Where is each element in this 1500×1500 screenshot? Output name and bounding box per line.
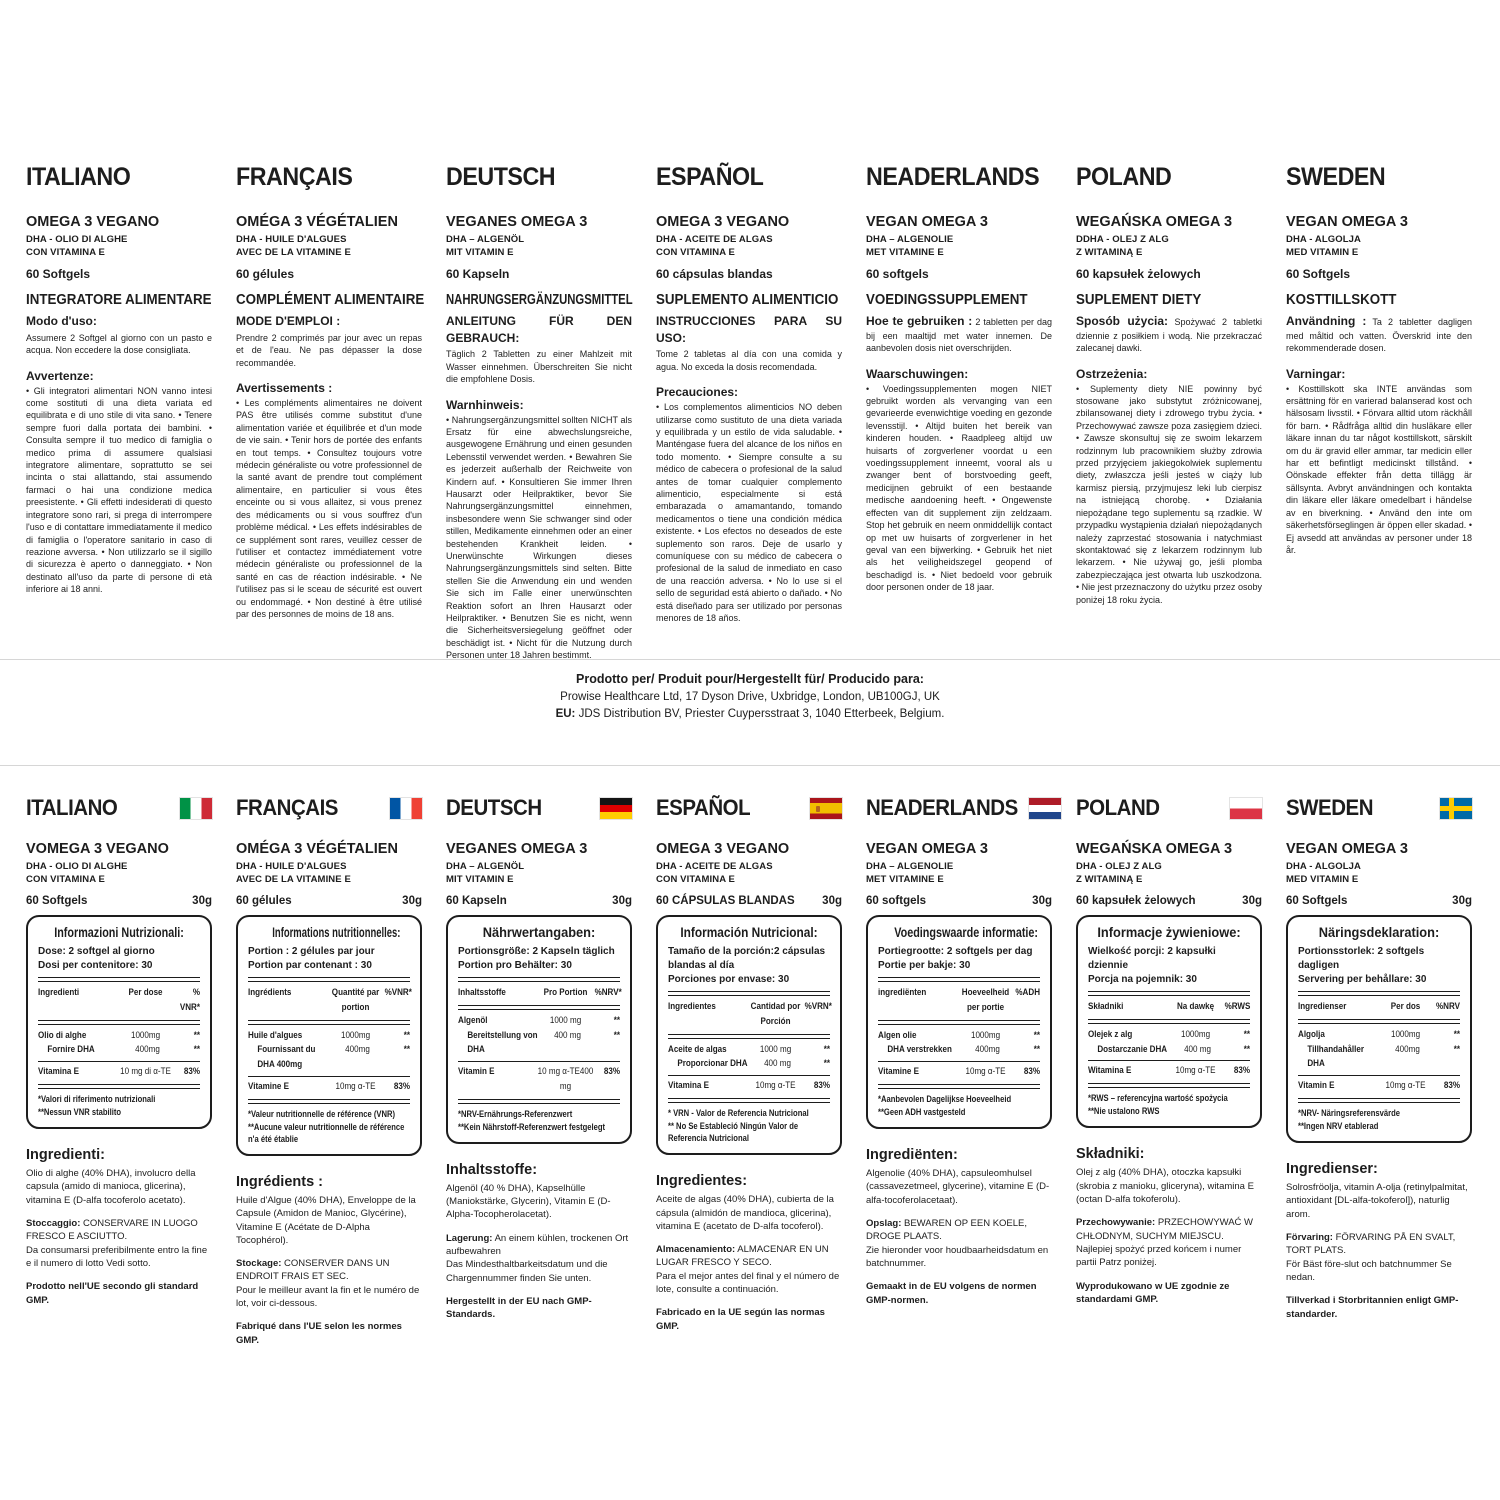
top-column-italiano — [26, 163, 236, 662]
gmp-statement: Fabricado en la UE según las normas GMP. — [656, 1307, 825, 1332]
warnings-heading: Varningar: — [1286, 366, 1346, 381]
count-weight-row — [446, 895, 632, 907]
footnote: *RWS – referencyjna wartość spożycia — [1088, 1093, 1228, 1104]
language-header — [656, 795, 842, 821]
serving-size: Dose: 2 softgel al giorno — [38, 946, 155, 958]
divider — [458, 977, 620, 982]
usage-directions — [656, 313, 842, 373]
divider — [668, 1075, 830, 1076]
product-subtitle: DHA - ACEITE DE ALGAS — [656, 860, 773, 872]
divider — [38, 977, 200, 982]
bottom-column-poland — [1076, 795, 1286, 1357]
nutrition-facts-box — [1286, 915, 1472, 1143]
nutrition-title: Información Nutricional: — [680, 925, 818, 941]
language-header — [446, 795, 632, 821]
usage-directions — [236, 313, 422, 369]
capsule-count: 60 cápsulas blandas — [656, 267, 773, 282]
nutrition-row: Algolja 1000mg ** — [1298, 1028, 1461, 1040]
footnote: **Nessun VNR stabilito — [38, 1107, 122, 1117]
bottom-column-nederlands — [866, 795, 1076, 1357]
nutrition-row: Algenöl 1000 mg ** — [458, 1014, 621, 1026]
bottom-column-francais — [236, 795, 446, 1357]
divider — [668, 1034, 830, 1039]
nutrition-facts-box — [446, 915, 632, 1144]
gmp-statement: Prodotto nell'UE secondo gli standard GMP. — [26, 1281, 199, 1306]
ingredients-text: Algenöl (40 % DHA), Kapselhülle (Maniokstärke, Glycerin), Vitamin E (D-Alpha-Tocopherolacetat). — [446, 1182, 611, 1221]
supplement-type: SUPLEMENTO ALIMENTICIO — [656, 292, 839, 309]
supplement-type: INTEGRATORE ALIMENTARE — [26, 292, 212, 309]
capsule-count: 60 Softgels — [1286, 267, 1351, 282]
capsule-count: 60 gélules — [236, 267, 295, 282]
top-column-sweden — [1286, 163, 1496, 662]
top-section — [0, 163, 1500, 662]
nutrition-table-header: Ingredienti Per dose % VNR* — [38, 987, 201, 1013]
nutrition-row: Algen olie 1000mg ** — [878, 1029, 1041, 1041]
usage-text: Assumere 2 Softgel al giorno con un pasto e acqua. Non eccedere la dose consigliata. — [26, 332, 212, 356]
nutrition-row: Olio di alghe 1000mg ** — [38, 1029, 201, 1041]
nutrition-facts-box — [1076, 915, 1262, 1128]
product-name: VEGAN OMEGA 3 — [866, 214, 988, 230]
product-name: VEGAN OMEGA 3 — [866, 841, 988, 857]
language-header — [1286, 795, 1472, 821]
nutrition-facts-box — [26, 915, 212, 1129]
capsule-count: 60 softgels — [866, 895, 927, 908]
count-weight-row — [866, 895, 1052, 907]
nutrition-row: Vitamina E 10mg α-TE 83% — [668, 1080, 831, 1092]
nutrition-title: Informazioni Nutrizionali: — [54, 925, 184, 941]
france-flag-icon — [390, 798, 422, 819]
language-title: ESPAÑOL — [656, 163, 764, 191]
divider — [878, 1084, 1040, 1089]
warnings-text: • Kosttillskott ska INTE användas som ersättning för en varierad balanserad kost och hälsosam livsstil. • Förvara alltid utom räckhåll för barn. • Rådfråga alltid din husläkare eller läkare innan du tar något kosttillskott, särskilt om du är gravid eller ammar, tar medicin eller har ett befintligt medicinskt tillstånd. • Oönskade effekter från detta tillägg är sällsynta. Avbryt användningen och kontakta din läkare eller läkare omedelbart i händelse av en biverkning. • Använd den inte om säkerhetsförseglingen är öppen eller skadad. • Ej avsedd att användas av personer under 18 år. — [1286, 383, 1472, 555]
net-weight: 30g — [402, 895, 422, 908]
usage-text: Täglich 2 Tabletten zu einer Mahlzeit mit Wasser einnehmen. Überschreiten Sie nicht die empfohlene Dosis. — [446, 349, 632, 385]
count-weight-row — [656, 895, 842, 907]
servings-per-container: Porcja na pojemnik: 30 — [1088, 974, 1197, 986]
usage-heading: MODE D'EMPLOI : — [236, 314, 341, 329]
usage-heading: ANLEITUNG FÜR DEN GEBRAUCH: — [446, 314, 632, 345]
ingredients-text: Solrosfröolja, vitamin A-olja (retinylpalmitat, antioxidant [DL-alfa-tokoferol]), naturlig arom. — [1286, 1182, 1468, 1220]
nutrition-table-header: ingrediënten Hoeveelheid per portie %ADH — [878, 987, 1041, 1013]
language-title: SWEDEN — [1286, 795, 1374, 820]
footnote: *Aanbevolen Dagelijkse Hoeveelheid — [878, 1093, 1012, 1104]
servings-per-container: Porciones por envase: 30 — [668, 974, 790, 986]
ingredients-text: Aceite de algas (40% DHA), cubierta de la cápsula (almidón de mandioca, glicerina), vitamina E (acetato de D-alfa tocoferol). — [656, 1194, 834, 1232]
warnings-heading: Ostrzeżenia: — [1076, 366, 1148, 381]
eu-distributor-address: EU: JDS Distribution BV, Priester Cuypersstraat 3, 1040 Etterbeek, Belgium. — [555, 707, 945, 720]
divider — [458, 1005, 620, 1010]
language-title: SWEDEN — [1286, 163, 1386, 191]
usage-directions — [1076, 313, 1262, 354]
divider — [1088, 1019, 1250, 1024]
serving-size: Portionsgröße: 2 Kapseln täglich — [458, 946, 615, 958]
supplement-type: VOEDINGSSUPPLEMENT — [866, 292, 1028, 309]
usage-heading: Sposób użycia: — [1076, 314, 1168, 329]
sweden-flag-icon — [1440, 798, 1472, 819]
product-subtitle: DHA – ALGENÖL — [446, 233, 525, 245]
serving-size: Tamaño de la porción:2 cápsulas blandas al día — [668, 946, 826, 972]
product-subtitle: DDHA - OLEJ Z ALG — [1076, 233, 1169, 245]
supplement-type: SUPLEMENT DIETY — [1076, 292, 1202, 309]
nutrition-facts-box — [236, 915, 422, 1156]
capsule-count: 60 Softgels — [26, 895, 88, 908]
count-weight-row — [236, 895, 422, 907]
product-name: OMÉGA 3 VÉGÉTALIEN — [236, 214, 398, 230]
nutrition-row: DHA verstrekken 400mg ** — [887, 1044, 1041, 1056]
made-for-heading: Prodotto per/ Produit pour/Hergestellt für/ Producido para: — [576, 672, 924, 686]
count-weight-row — [1286, 895, 1472, 907]
product-subtitle: DHA - ALGOLJA — [1286, 860, 1362, 872]
bottom-column-deutsch — [446, 795, 656, 1357]
product-name: OMEGA 3 VEGANO — [26, 214, 160, 230]
usage-directions — [1286, 313, 1472, 354]
serving-size: Portionsstorlek: 2 softgels dagligen — [1298, 946, 1425, 972]
poland-flag-icon — [1230, 798, 1262, 819]
language-title: NEADERLANDS — [866, 163, 1040, 191]
usage-text: 2 tabletten per dag bij een maaltijd met water innemen. De aanbevolen dosis niet overschrijden. — [866, 317, 1053, 354]
language-title: NEADERLANDS — [866, 795, 1018, 820]
divider — [1088, 991, 1250, 996]
usage-directions — [26, 313, 212, 356]
capsule-count: 60 Softgels — [26, 267, 91, 282]
nutrition-row: Vitamina E 10 mg di α-TE 83% — [38, 1066, 201, 1078]
best-before-info: Da consumarsi preferibilmente entro la fine e il numero di lotto Vedi sotto. — [26, 1244, 208, 1269]
servings-per-container: Dosi per contenitore: 30 — [38, 960, 153, 972]
footnote: **Geen ADH vastgesteld — [878, 1107, 966, 1117]
product-name: VEGANES OMEGA 3 — [446, 841, 588, 857]
product-subtitle: MED VITAMIN E — [1286, 246, 1359, 258]
divider — [38, 1084, 200, 1089]
storage-info: Förvaring: FÖRVARING PÅ EN SVALT, TORT PLATS. — [1286, 1232, 1456, 1257]
product-subtitle: Z WITAMINĄ E — [1076, 246, 1143, 258]
product-subtitle: DHA - OLEJ Z ALG — [1076, 860, 1162, 872]
best-before-info: Para el mejor antes del final y el número de lote, consulte a continuación. — [656, 1270, 840, 1296]
italy-flag-icon — [180, 798, 212, 819]
net-weight: 30g — [1452, 895, 1472, 908]
warnings-heading: Avertissements : — [236, 381, 333, 396]
capsule-count: 60 Kapseln — [446, 895, 507, 908]
language-header — [866, 795, 1052, 821]
product-subtitle: DHA – ALGENÖL — [446, 860, 525, 872]
footnote: *NRV-Ernährungs-Referenzwert — [458, 1108, 573, 1119]
gmp-statement: Fabriqué dans l'UE selon les normes GMP. — [236, 1321, 402, 1346]
nutrition-row: Fornire DHA 400mg ** — [47, 1044, 201, 1056]
nutrition-table-header: Składniki Na dawkę %RWS — [1088, 1001, 1251, 1013]
servings-per-container: Portie per bakje: 30 — [878, 960, 971, 972]
language-title: POLAND — [1076, 163, 1172, 191]
ingredients-heading: Inhaltsstoffe: — [446, 1161, 538, 1178]
storage-info: Opslag: BEWAREN OP EEN KOELE, DROGE PLAATS. — [866, 1218, 1028, 1243]
ingredients-heading: Ingredientes: — [656, 1173, 748, 1190]
best-before-info: Pour le meilleur avant la fin et le numéro de lot, voir ci-dessous. — [236, 1284, 420, 1310]
footnote: *Valeur nutritionnelle de référence (VNR) — [248, 1108, 396, 1119]
warnings-text: • Suplementy diety NIE powinny być stosowane jako substytut zróżnicowanej, zbilansowanej diety i zdrowego trybu życia. • Przechowywać zawsze poza zasięgiem dzieci. • Zawsze skonsultuj się ze swoim lekarzem rodzinnym lub pracownikiem służby zdrowia przed przyjęciem jakiegokolwiek suplementu diety, zwłaszcza jeśli jesteś w ciąży lub karmisz piersią, przyjmujesz leki lub cierpisz na istniejącą chorobę. • Działania niepożądane tego suplementu są rzadkie. W przypadku wystąpienia działań niepożądanych należy zaprzestać stosowania i natychmiast skontaktować się z lekarzem rodzinnym lub lekarzem. • Nie używaj go, jeśli plomba zabezpieczająca jest otwarta lub uszkodzona. • Nie jest przeznaczony do użytku przez osoby poniżej 18 roku życia. — [1076, 383, 1262, 605]
nutrition-table-header: Inhaltsstoffe Pro Portion %NRV* — [458, 987, 622, 999]
divider — [0, 659, 1500, 660]
capsule-count: 60 kapsułek żelowych — [1076, 895, 1196, 908]
usage-text: Ta 2 tabletter dagligen med måltid och vatten. Överskrid inte den rekommenderade dosen. — [1286, 317, 1472, 354]
footnote: *Valori di riferimento nutrizionali — [38, 1093, 156, 1104]
bottom-column-sweden — [1286, 795, 1496, 1357]
product-name: OMEGA 3 VEGANO — [656, 214, 790, 230]
nutrition-title: Näringsdeklaration: — [1318, 925, 1440, 941]
best-before-info: För Bäst före-slut och batchnummer Se nedan. — [1286, 1258, 1452, 1283]
product-subtitle: MIT VITAMIN E — [446, 873, 514, 885]
gmp-statement: Tillverkad i Storbritannien enligt GMP-standarder. — [1286, 1295, 1459, 1320]
language-header — [236, 795, 422, 821]
footnote: *NRV- Näringsreferensvärde — [1298, 1107, 1401, 1118]
servings-per-container: Portion pro Behälter: 30 — [458, 960, 572, 972]
product-name: VEGAN OMEGA 3 — [1286, 841, 1408, 857]
footnote: **Kein Nährstoff-Referenzwert festgelegt — [458, 1121, 606, 1132]
divider — [248, 1020, 410, 1025]
warnings-text: • Les compléments alimentaires ne doivent PAS être utilisés comme substitut d'une alimentation variée et équilibrée et d'un mode de vie sain. • Tenir hors de portée des enfants en tout temps. • Consultez toujours votre médecin généraliste ou votre professionnel de la santé avant de prendre tout complément alimentaire, en particulier si vous êtes enceinte ou si vous allaitez, si vous prenez des médicaments ou si vous souffrez d'un problème médical. • Les effets indésirables de ce supplément sont rares, veuillez cesser de l'utiliser et contactez immédiatement votre médecin généraliste ou professionnel de la santé en cas de réaction indésirable. • Ne l'utilisez pas si le sceau de sécurité est ouvert ou endommagé. • Non destiné à être utilisé par des personnes de moins de 18 ans. — [236, 398, 422, 619]
footnote: **Nie ustalono RWS — [1088, 1106, 1160, 1117]
language-title: FRANÇAIS — [236, 163, 353, 191]
net-weight: 30g — [192, 895, 212, 908]
footnote: ** No Se Estableció Ningún Valor de Referencia Nutricional — [668, 1121, 799, 1144]
storage-info: Almacenamiento: ALMACENAR EN UN LUGAR FRESCO Y SECO. — [656, 1244, 829, 1269]
usage-heading: Användning : — [1286, 314, 1367, 329]
storage-info: Stockage: CONSERVER DANS UN ENDROIT FRAIS ET SEC. — [236, 1258, 390, 1283]
supplement-type: COMPLÉMENT ALIMENTAIRE — [236, 292, 425, 309]
product-subtitle: CON VITAMINA E — [656, 873, 735, 885]
gmp-statement: Gemaakt in de EU volgens de normen GMP-normen. — [866, 1281, 1037, 1306]
product-subtitle: DHA - HUILE D'ALGUES — [236, 860, 347, 872]
product-subtitle: DHA – ALGENOLIE — [866, 860, 954, 872]
divider — [1298, 991, 1460, 996]
nutrition-row: Vitamine E 10mg α-TE 83% — [248, 1080, 411, 1092]
ingredients-heading: Ingrédients : — [236, 1174, 324, 1190]
top-column-francais — [236, 163, 446, 662]
product-subtitle: DHA - HUILE D'ALGUES — [236, 233, 347, 245]
count-weight-row — [26, 895, 212, 907]
usage-directions — [446, 313, 632, 385]
nutrition-table-header: Ingrédients Quantité par portion %VNR* — [248, 987, 412, 1013]
gmp-statement: Hergestellt in der EU nach GMP-Standards. — [446, 1295, 592, 1321]
warnings-heading: Waarschuwingen: — [866, 366, 969, 381]
serving-size: Portion : 2 gélules par jour — [248, 946, 375, 958]
divider — [668, 991, 830, 996]
nutrition-row: Huile d'algues 1000mg ** — [248, 1029, 411, 1041]
divider — [248, 1076, 410, 1077]
product-name: OMÉGA 3 VÉGÉTALIEN — [236, 841, 398, 857]
storage-info: Lagerung: An einem kühlen, trockenen Ort aufbewahren — [446, 1232, 629, 1258]
ingredients-heading: Ingrediënten: — [866, 1147, 958, 1164]
divider — [0, 765, 1500, 766]
germany-flag-icon — [600, 798, 632, 819]
bottom-column-italiano — [26, 795, 236, 1357]
manufacturer-block — [0, 672, 1500, 722]
usage-heading: INSTRUCCIONES PARA SU USO: — [656, 314, 842, 345]
capsule-count: 60 softgels — [866, 267, 929, 282]
gmp-statement: Wyprodukowano w UE zgodnie ze standardami GMP. — [1076, 1280, 1230, 1305]
product-name: VEGANES OMEGA 3 — [446, 214, 588, 230]
divider — [1298, 1075, 1460, 1076]
ingredients-text: Huile d'Algue (40% DHA), Enveloppe de la Capsule (Amidon de Manioc, Glycérine), Vitamine E (Acétate de D-Alpha Tocophérol). — [236, 1195, 416, 1246]
nutrition-row: Tillhandahåller DHA 400mg ** — [1307, 1043, 1461, 1070]
serving-size: Portiegrootte: 2 softgels per dag — [878, 946, 1033, 958]
language-title: ESPAÑOL — [656, 795, 751, 820]
capsule-count: 60 Kapseln — [446, 267, 510, 282]
language-header — [26, 795, 212, 821]
language-title: ITALIANO — [26, 163, 131, 191]
capsule-count: 60 Softgels — [1286, 895, 1348, 908]
serving-size: Wielkość porcji: 2 kapsułki dziennie — [1088, 946, 1216, 972]
divider — [458, 1099, 620, 1104]
product-subtitle: Z WITAMINĄ E — [1076, 873, 1143, 885]
language-title: ITALIANO — [26, 795, 118, 820]
nutrition-row: Proporcionar DHA 400 mg ** — [677, 1058, 831, 1070]
net-weight: 30g — [822, 895, 842, 908]
usage-text: Tome 2 tabletas al día con una comida y agua. No exceda la dosis recomendada. — [656, 349, 842, 372]
divider — [38, 1020, 200, 1025]
servings-per-container: Servering per behållare: 30 — [1298, 974, 1427, 986]
nutrition-title: Nährwertangaben: — [482, 925, 596, 941]
product-name: VOMEGA 3 VEGANO — [26, 841, 169, 857]
warnings-text: • Voedingssupplementen mogen NIET gebruikt worden als vervanging van een gevarieerde evenwichtige voeding en gezonde levensstijl. • Altijd buiten het bereik van kinderen houden. • Raadpleeg altijd uw huisarts of zorgverlener voordat u een voedingssupplement inneemt, vooral als u zwanger bent of borstvoeding geeft, medicijnen gebruikt of een bestaande medische aandoening heeft. • Ongewenste effecten van dit supplement zijn zeldzaam. Stop het gebruik en neem onmiddellijk contact op met uw huisarts of zorgverlener in het geval van een bijwerking. • Gebruik het niet als het veiligheidszegel geopend of beschadigd is. • Niet bedoeld voor gebruik door personen onder de 18 jaar. — [866, 383, 1052, 593]
best-before-info: Das Mindesthaltbarkeitsdatum und die Chargennummer finden Sie unten. — [446, 1259, 608, 1284]
top-column-nederlands — [866, 163, 1076, 662]
product-subtitle: MED VITAMIN E — [1286, 873, 1359, 885]
divider — [1298, 1019, 1460, 1024]
usage-heading: Modo d'uso: — [26, 314, 97, 329]
product-subtitle: MET VITAMINE E — [866, 246, 944, 258]
nutrition-row: Vitamin E 10mg α-TE 83% — [1298, 1080, 1461, 1092]
nutrition-row: Aceite de algas 1000 mg ** — [668, 1043, 831, 1055]
nutrition-table-header: Ingredienser Per dos %NRV — [1298, 1001, 1461, 1013]
ingredients-heading: Ingredienti: — [26, 1147, 105, 1164]
netherlands-flag-icon — [1029, 798, 1061, 819]
usage-text: Prendre 2 comprimés par jour avec un repas et de l'eau. Ne pas dépasser la dose recommandée. — [236, 332, 422, 368]
eu-label: EU: — [555, 707, 576, 720]
nutrition-row: Dostarczanie DHA 400 mg ** — [1097, 1043, 1251, 1055]
storage-info: Stoccaggio: CONSERVARE IN LUOGO FRESCO E ASCIUTTO. — [26, 1218, 198, 1243]
language-title: POLAND — [1076, 795, 1160, 820]
product-subtitle: AVEC DE LA VITAMINE E — [236, 246, 351, 258]
product-subtitle: DHA - ACEITE DE ALGAS — [656, 233, 773, 245]
divider — [248, 1099, 410, 1104]
nutrition-table-header: Ingredientes Cantidad por Porción %VRN* — [668, 1001, 832, 1027]
divider — [1088, 1060, 1250, 1061]
warnings-heading: Precauciones: — [656, 385, 739, 400]
nutrition-row: Olejek z alg 1000mg ** — [1088, 1028, 1251, 1040]
usage-heading: Hoe te gebruiken : — [866, 314, 973, 329]
top-column-espanol — [656, 163, 866, 662]
warnings-heading: Avvertenze: — [26, 368, 94, 383]
product-subtitle: AVEC DE LA VITAMINE E — [236, 873, 351, 885]
language-title: DEUTSCH — [446, 163, 556, 191]
nutrition-title: Voedingswaarde informatie: — [894, 925, 1039, 941]
product-name: OMEGA 3 VEGANO — [656, 841, 790, 857]
product-subtitle: CON VITAMINA E — [656, 246, 735, 258]
product-subtitle: DHA - OLIO DI ALGHE — [26, 860, 128, 872]
bottom-column-espanol — [656, 795, 866, 1357]
product-subtitle: CON VITAMINA E — [26, 873, 105, 885]
product-subtitle: DHA - ALGOLJA — [1286, 233, 1362, 245]
top-column-deutsch — [446, 163, 656, 662]
nutrition-row: Bereitstellung von DHA 400 mg ** — [467, 1029, 621, 1056]
divider — [1298, 1098, 1460, 1103]
language-title: DEUTSCH — [446, 795, 542, 820]
warnings-text: • Los complementos alimenticios NO deben utilizarse como sustituto de una dieta variada y equilibrada y un estilo de vida saludable. • Manténgase fuera del alcance de los niños en todo momento. • Siempre consulte a su médico de cabecera o profesional de la salud antes de tomar cualquier complemento alimenticio, especialmente si está embarazada o amamantando, tomando medicamentos o tiene una condición médica existente. • Los efectos no deseados de este suplemento son raros. Deje de usarlo y comuníquese con su médico de cabecera o profesional de la salud de inmediato en caso de una reacción adversa. • No lo use si el sello de seguridad está abierto o dañado. • No está diseñado para ser utilizado por personas menores de 18 años. — [656, 402, 842, 624]
nutrition-row: Vitamin E 10 mg α-TE400 mg 83% — [458, 1066, 621, 1092]
ingredients-text: Olej z alg (40% DHA), otoczka kapsułki (skrobia z manioku, gliceryna), witamina E (octan D-alfa tokoferolu). — [1076, 1167, 1254, 1206]
footnote: * VRN - Valor de Referencia Nutricional — [668, 1107, 809, 1118]
supplement-type: NAHRUNGSERGÄNZUNGSMITTEL — [446, 292, 633, 309]
nutrition-title: Informacje żywieniowe: — [1097, 925, 1241, 941]
top-column-poland — [1076, 163, 1286, 662]
nutrition-title: Informations nutritionnelles: — [272, 925, 401, 941]
footnote: **Ingen NRV etablerad — [1298, 1121, 1379, 1131]
product-subtitle: MET VITAMINE E — [866, 873, 944, 885]
ingredients-heading: Ingredienser: — [1286, 1161, 1378, 1178]
spain-flag-icon — [810, 798, 842, 819]
product-subtitle: DHA – ALGENOLIE — [866, 233, 954, 245]
product-subtitle: MIT VITAMIN E — [446, 246, 514, 258]
ingredients-heading: Składniki: — [1076, 1146, 1145, 1163]
product-name: VEGAN OMEGA 3 — [1286, 214, 1408, 230]
supplement-type: KOSTTILLSKOTT — [1286, 292, 1397, 309]
net-weight: 30g — [1242, 895, 1262, 908]
nutrition-facts-box — [866, 915, 1052, 1129]
nutrition-row: Witamina E 10mg α-TE 83% — [1088, 1065, 1251, 1077]
divider — [1088, 1083, 1250, 1088]
language-header — [1076, 795, 1262, 821]
divider — [878, 1020, 1040, 1025]
nutrition-facts-box — [656, 915, 842, 1155]
usage-directions — [866, 313, 1052, 354]
product-name: WEGAŃSKA OMEGA 3 — [1076, 841, 1233, 857]
ingredients-text: Algenolie (40% DHA), capsuleomhulsel (cassavezetmeel, glycerine), vitamine E (D-alfa-tocoferolacetaat). — [866, 1168, 1050, 1206]
divider — [458, 1061, 620, 1062]
footnote: **Aucune valeur nutritionnelle de référence n'a été établie — [248, 1121, 405, 1144]
bottom-section — [0, 795, 1500, 1357]
usage-text: Spożywać 2 tabletki dziennie z posiłkiem i wodą. Nie przekraczać zalecanej dawki. — [1076, 317, 1262, 354]
capsule-count: 60 kapsułek żelowych — [1076, 267, 1201, 282]
ingredients-text: Olio di alghe (40% DHA), involucro della capsula (amido di manioca, glicerina), vitamina E (D-alfa tocoferolo acetato). — [26, 1168, 196, 1206]
product-subtitle: CON VITAMINA E — [26, 246, 105, 258]
language-title: FRANÇAIS — [236, 795, 338, 820]
capsule-count: 60 gélules — [236, 895, 292, 908]
best-before-info: Zie hieronder voor houdbaarheidsdatum en batchnummer. — [866, 1244, 1049, 1269]
product-subtitle: DHA - OLIO DI ALGHE — [26, 233, 128, 245]
divider — [668, 1098, 830, 1103]
servings-per-container: Portion par contenant : 30 — [248, 960, 372, 972]
warnings-text: • Nahrungsergänzungsmittel sollten NICHT als Ersatz für eine abwechslungsreiche, ausgewogene Ernährung und einen gesunden Lebensstil verwendet werden. • Bewahren Sie es jederzeit außerhalb der Reichweite von Kindern auf. • Konsultieren Sie immer Ihren Hausarzt oder Heilpraktiker, bevor Sie Nahrungsergänzungsmittel einnehmen, insbesondere wenn Sie schwanger sind oder stillen, Medikamente einnehmen oder an einer bestehenden Krankheit leiden. • Unerwünschte Wirkungen dieses Nahrungsergänzungsmittels sind selten. Bitte stellen Sie die Anwendung ein und wenden Sie sich im Falle einer unerwünschten Reaktion sofort an Ihren Hausarzt oder Heilpraktiker. • Benutzen Sie es nicht, wenn die Sicherheitsversiegelung geöffnet oder beschädigt ist. • Nicht für die Nutzung durch Personen unter 18 Jahren bestimmt. — [446, 414, 632, 661]
nutrition-row: Fournissant du DHA 400mg 400mg ** — [257, 1044, 411, 1071]
manufacturer-address: Prowise Healthcare Ltd, 17 Dyson Drive, Uxbridge, London, UB100GJ, UK — [560, 691, 940, 703]
product-name: WEGAŃSKA OMEGA 3 — [1076, 214, 1233, 230]
count-weight-row — [1076, 895, 1262, 907]
divider — [248, 977, 410, 982]
divider — [878, 977, 1040, 982]
divider — [38, 1061, 200, 1062]
net-weight: 30g — [1032, 895, 1052, 908]
nutrition-row: Vitamine E 10mg α-TE 83% — [878, 1066, 1041, 1078]
warnings-text: • Gli integratori alimentari NON vanno intesi come sostituti di una dieta variata ed equilibrata e di uno stile di vita sano. • Tenere sempre fuori dalla portata dei bambini. • Consulta sempre il tuo medico di famiglia o medico prima di assumere qualsiasi integratore alimentare, soprattutto se sei incinta o stai allattando, stai assumendo farmaci o hai una condizione medica preesistente. • Gli effetti indesiderati di questo integratore sono rari, si prega di interrompere l'uso e di contattare immediatamente il medico di famiglia o l'operatore sanitario in caso di reazione avversa. • Non utilizzarlo se il sigillo di sicurezza è aperto o danneggiato. • Non destinato all'uso da parte di persone di età inferiore ai 18 anni. — [26, 385, 212, 595]
warnings-heading: Warnhinweis: — [446, 397, 524, 412]
storage-info: Przechowywanie: PRZECHOWYWAĆ W CHŁODNYM, SUCHYM MIEJSCU. — [1076, 1217, 1254, 1242]
net-weight: 30g — [612, 895, 632, 908]
best-before-info: Najlepiej spożyć przed końcem i numer partii Patrz poniżej. — [1076, 1243, 1242, 1269]
capsule-count: 60 CÁPSULAS BLANDAS — [656, 895, 795, 908]
divider — [878, 1061, 1040, 1062]
